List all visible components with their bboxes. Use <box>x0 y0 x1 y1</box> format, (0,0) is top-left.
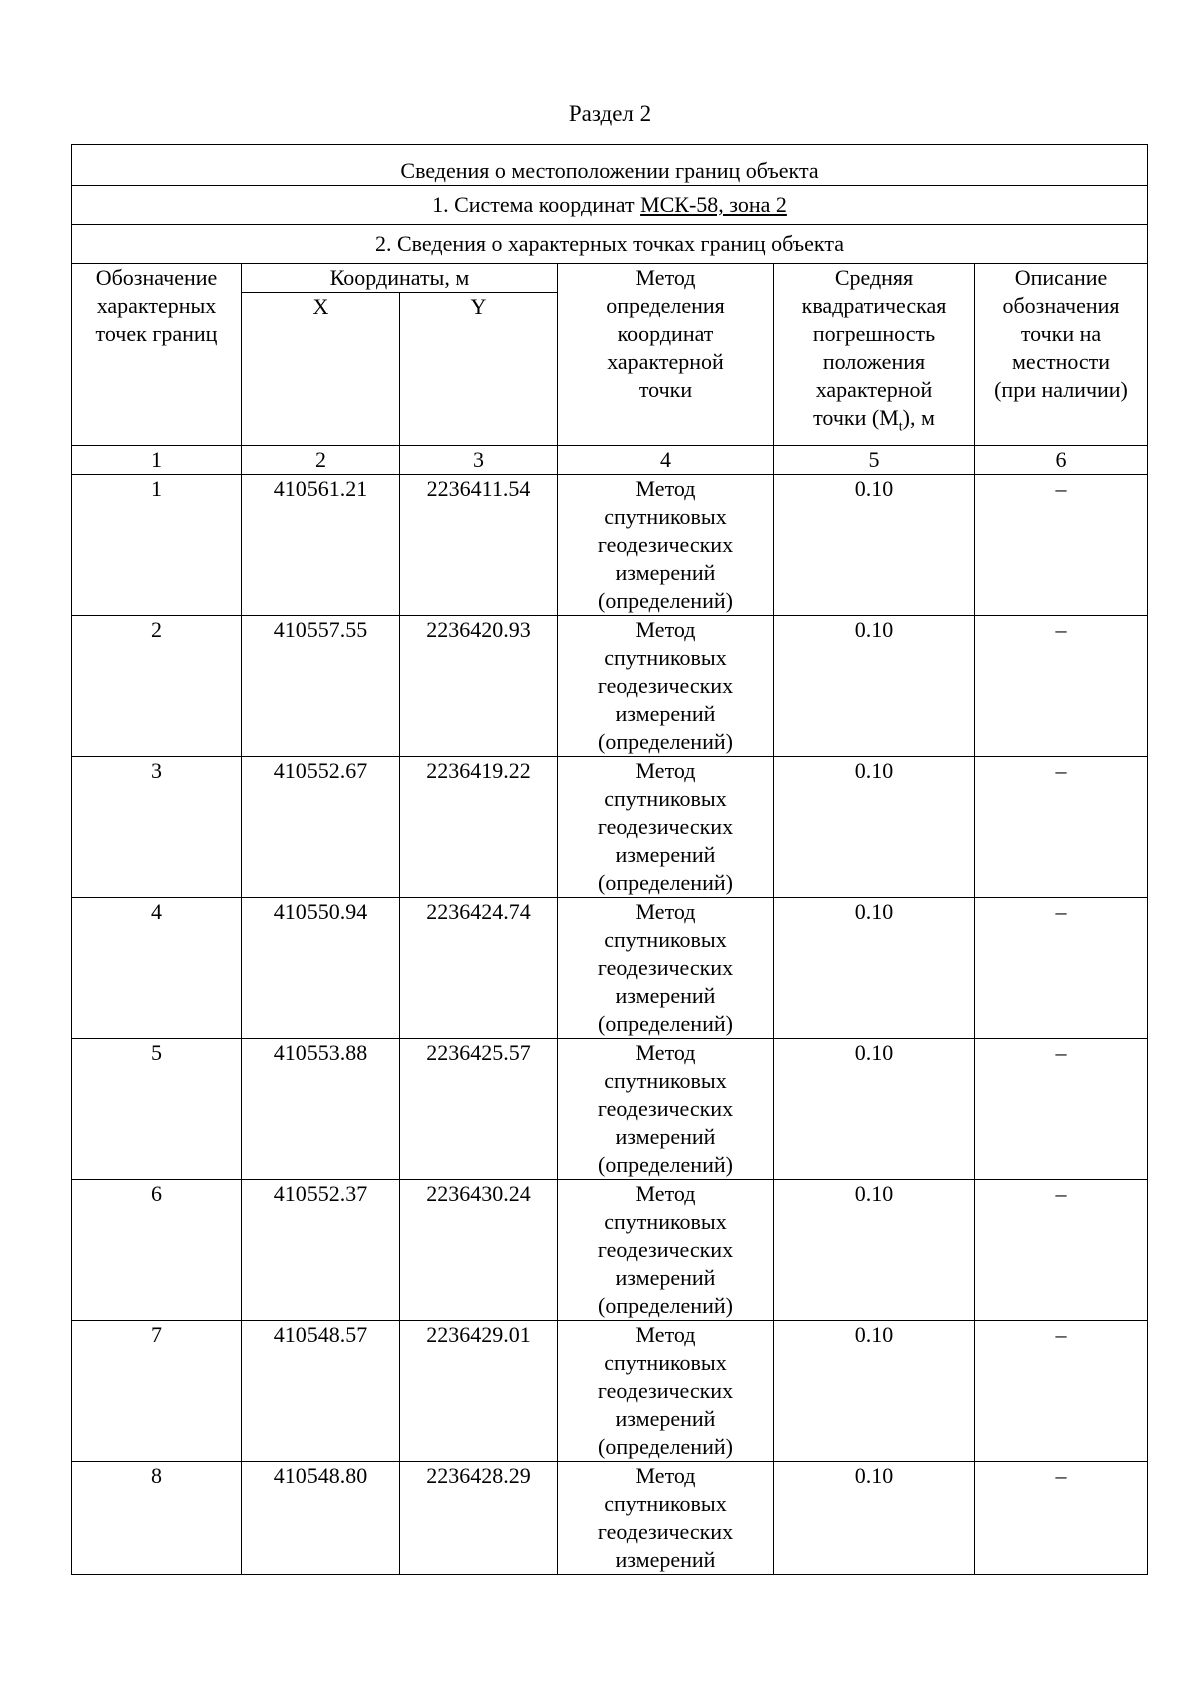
header-y: Y <box>400 293 558 446</box>
method-line: геодезических <box>597 673 734 698</box>
method-line: Метод <box>635 1322 696 1347</box>
header-error: Средняя квадратическая погрешность положения характерной точки $(M_t)$, м <box>774 264 975 446</box>
points-info: 2. Сведения о характерных точках границ объекта <box>72 225 1148 264</box>
column-number: 6 <box>975 446 1148 475</box>
points-info-row <box>72 225 1148 264</box>
point-description: – <box>975 1180 1148 1321</box>
column-number: 2 <box>242 446 400 475</box>
coord-x: 410561.21 <box>242 475 400 616</box>
coord-x: 410557.55 <box>242 616 400 757</box>
coord-x: 410550.94 <box>242 898 400 1039</box>
coord-y: 2236424.74 <box>400 898 558 1039</box>
header-error-last: точки $(M_t)$, м <box>813 405 935 435</box>
point-number: 3 <box>72 757 242 898</box>
method-line: Метод <box>635 1463 696 1488</box>
method-line: спутниковых <box>604 786 727 811</box>
table-row <box>72 757 1148 898</box>
method-line: измерений <box>615 842 716 867</box>
method-line: измерений <box>615 1406 716 1431</box>
method-line: (определений) <box>598 1434 733 1459</box>
coord-y: 2236425.57 <box>400 1039 558 1180</box>
method-line: спутниковых <box>604 1491 727 1516</box>
method-line: Метод <box>635 476 696 501</box>
column-number: 4 <box>558 446 774 475</box>
point-number: 6 <box>72 1180 242 1321</box>
method-line: Метод <box>635 617 696 642</box>
table-heading: Сведения о местоположении границ объекта <box>72 145 1148 186</box>
method-line: измерений <box>615 560 716 585</box>
method <box>558 475 774 616</box>
coord-system-prefix: 1. Система координат <box>432 192 641 217</box>
method <box>558 1039 774 1180</box>
method <box>558 616 774 757</box>
method <box>558 1180 774 1321</box>
method-line: измерений <box>615 1547 716 1572</box>
coord-y: 2236428.29 <box>400 1462 558 1575</box>
method <box>558 757 774 898</box>
coord-x: 410552.37 <box>242 1180 400 1321</box>
method-line: спутниковых <box>604 504 727 529</box>
coord-y: 2236429.01 <box>400 1321 558 1462</box>
method-line: геодезических <box>597 1519 734 1544</box>
coord-x: 410552.67 <box>242 757 400 898</box>
method-line: измерений <box>615 701 716 726</box>
coord-system-row <box>72 186 1148 225</box>
header-coordinates: Координаты, м <box>242 264 558 293</box>
method-line: (определений) <box>598 870 733 895</box>
point-description: – <box>975 898 1148 1039</box>
point-number: 2 <box>72 616 242 757</box>
coord-system-value: МСК-58, зона 2 <box>640 192 787 217</box>
coord-x: 410548.80 <box>242 1462 400 1575</box>
method-line: (определений) <box>598 588 733 613</box>
method-line: спутниковых <box>604 645 727 670</box>
header-designation: Обозначение характерных точек границ <box>72 264 242 446</box>
error-value: 0.10 <box>774 1321 975 1462</box>
point-number: 5 <box>72 1039 242 1180</box>
method-line: измерений <box>615 983 716 1008</box>
table-row <box>72 475 1148 616</box>
point-description: – <box>975 1039 1148 1180</box>
table-row <box>72 1321 1148 1462</box>
method-line: (определений) <box>598 1011 733 1036</box>
coord-y: 2236419.22 <box>400 757 558 898</box>
column-number: 1 <box>72 446 242 475</box>
point-description: – <box>975 1321 1148 1462</box>
method-line: спутниковых <box>604 1209 727 1234</box>
point-number: 4 <box>72 898 242 1039</box>
point-number: 7 <box>72 1321 242 1462</box>
error-value: 0.10 <box>774 1462 975 1575</box>
method-line: Метод <box>635 1181 696 1206</box>
method-line: измерений <box>615 1265 716 1290</box>
method-line: геодезических <box>597 814 734 839</box>
method <box>558 1321 774 1462</box>
method-line: спутниковых <box>604 1068 727 1093</box>
coord-y: 2236420.93 <box>400 616 558 757</box>
method-line: геодезических <box>597 1237 734 1262</box>
error-value: 0.10 <box>774 757 975 898</box>
method-line: геодезических <box>597 1096 734 1121</box>
error-value: 0.10 <box>774 1039 975 1180</box>
coord-x: 410553.88 <box>242 1039 400 1180</box>
header-row-1 <box>72 264 1148 293</box>
point-number: 1 <box>72 475 242 616</box>
coord-y: 2236411.54 <box>400 475 558 616</box>
header-method: Метод определения координат характерной точки <box>558 264 774 446</box>
table-row <box>72 1462 1148 1575</box>
method-line: Метод <box>635 758 696 783</box>
method-line: спутниковых <box>604 927 727 952</box>
coord-x: 410548.57 <box>242 1321 400 1462</box>
coord-system <box>72 186 1148 225</box>
point-number: 8 <box>72 1462 242 1575</box>
error-value: 0.10 <box>774 898 975 1039</box>
section-title: Раздел 2 <box>568 101 652 126</box>
method <box>558 1462 774 1575</box>
point-description: – <box>975 1462 1148 1575</box>
point-description: – <box>975 475 1148 616</box>
error-value: 0.10 <box>774 1180 975 1321</box>
table-row <box>72 616 1148 757</box>
method-line: (определений) <box>598 1152 733 1177</box>
point-description: – <box>975 616 1148 757</box>
table-row <box>72 1180 1148 1321</box>
method-line: геодезических <box>597 532 734 557</box>
error-value: 0.10 <box>774 616 975 757</box>
method-line: спутниковых <box>604 1350 727 1375</box>
method-line: геодезических <box>597 955 734 980</box>
method-line: Метод <box>635 899 696 924</box>
method-line: Метод <box>635 1040 696 1065</box>
column-number: 5 <box>774 446 975 475</box>
method-line: измерений <box>615 1124 716 1149</box>
table-heading-row <box>72 145 1148 186</box>
method-line: (определений) <box>598 729 733 754</box>
header-description: Описание обозначения точки на местности (при наличии) <box>975 264 1148 446</box>
column-numbers-row <box>72 446 1148 475</box>
method <box>558 898 774 1039</box>
method-line: геодезических <box>597 1378 734 1403</box>
table-row <box>72 1039 1148 1180</box>
header-x: X <box>242 293 400 446</box>
method-line: (определений) <box>598 1293 733 1318</box>
table-row <box>72 898 1148 1039</box>
point-description: – <box>975 757 1148 898</box>
column-number: 3 <box>400 446 558 475</box>
coord-y: 2236430.24 <box>400 1180 558 1321</box>
boundary-table <box>71 144 1148 1575</box>
error-value: 0.10 <box>774 475 975 616</box>
